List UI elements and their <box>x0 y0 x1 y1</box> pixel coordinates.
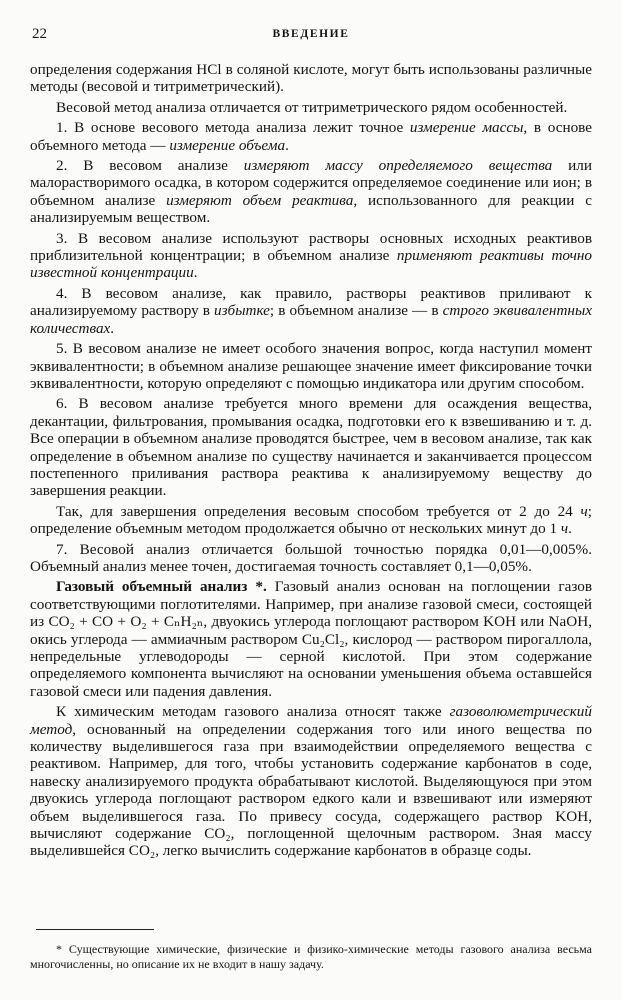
page-header <box>30 26 592 46</box>
list-item-3: 3. В весовом анализе используют растворы основных исходных реактивов приблизительной концентрации; в объемном анализе применяют реактивы точно известной концентрации. <box>30 229 592 282</box>
footnote-divider <box>36 929 154 930</box>
body-text <box>30 61 592 863</box>
footnote-text: * Существующие химические, физические и физико-химические методы газового анализа весьма многочисленны, но описание их не входит в нашу задачу. <box>30 942 592 971</box>
list-item-1: 1. В основе весового метода анализа лежит точное измерение массы, в основе объемного метода — измерение объема. <box>30 119 592 154</box>
paragraph-gasvolumetric: К химическим методам газового анализа относят также газоволюметрический метод, основанный на определении содержания того или иного вещества по количеству выделившегося газа при взаимодействии определяемого вещества с реактивом. Например, для того, чтобы установить содержание карбонатов в соде, навеску анализируемого продукта обрабатывают кислотой. Выделяющуюся при этом двуокись углерода поглощают раствором едкого кали и взвешивают или измеряют объем выделившегося газа. По привесу сосуда, содержащего раствор KOH, вычисляют содержание CO₂, поглощенной щелочным раствором. Зная массу выделившейся CO₂, легко вычислить содержание карбонатов в образце соды. <box>30 703 592 860</box>
list-item-6: 6. В весовом анализе требуется много времени для осаждения вещества, декантации, фильтрования, промывания осадка, подготовки его к взвешиванию и т. д. Все операции в объемном анализе проводятся быстрее, чем в весовом анализе, так как определение в объемном анализе по существу начинается и заканчивается процессом постепенного приливания раствора реактива к анализируемому веществу до завершения реакции. <box>30 395 592 500</box>
list-item-4: 4. В весовом анализе, как правило, растворы реактивов приливают к анализируемому раствору в избытке; в объемном анализе — в строго эквивалентных количествах. <box>30 284 592 337</box>
list-item-2: 2. В весовом анализе измеряют массу определяемого вещества или малорастворимого осадка, в котором содержится определяемое соединение или ион; в объемном анализе измеряют объем реактива, использованного для реакции с анализируемым веществом. <box>30 157 593 227</box>
page-number: 22 <box>32 26 47 42</box>
paragraph-intro: Весовой метод анализа отличается от титриметрического рядом особенностей. <box>56 98 568 116</box>
paragraph-gas-analysis: Газовый объемный анализ *. Газовый анализ основан на поглощении газов соответствующими поглотителями. Например, при анализе газовой смеси, состоящей из CO₂ + CO + O₂ + CₙH₂ₙ, двуокись углерода поглощают раствором KOH или NaOH, окись углерода — аммиачным раствором Cu₂Cl₂, кислород — раствором пирогаллола, непредельные углеводороды — серной кислотой. При этом содержание определяемого компонента вычисляют на основании уменьшения объема оставшейся газовой смеси или падения давления. <box>30 578 592 700</box>
list-item-7: 7. Весовой анализ отличается большой точностью порядка 0,01—0,005%. Объемный анализ менее точен, достигаемая точность составляет 0,1—0,05%. <box>30 540 592 575</box>
footnote <box>30 942 592 972</box>
paragraph-continuation: определения содержания HCl в соляной кислоте, могут быть использованы различные методы (весовой и титриметрический). <box>30 61 592 96</box>
list-item-5: 5. В весовом анализе не имеет особого значения вопрос, когда наступил момент эквивалентности; в объемном анализе решающее значение имеет фиксирование точки эквивалентности, которую определяют с помощью индикатора или другим способом. <box>30 340 592 392</box>
running-title: ВВЕДЕНИЕ <box>272 28 350 40</box>
section-heading: Газовый объемный анализ *. <box>56 578 267 596</box>
paragraph-time: Так, для завершения определения весовым способом требуется от 2 до 24 ч; определение объемным методом продолжается обычно от нескольких минут до 1 ч. <box>30 502 592 538</box>
